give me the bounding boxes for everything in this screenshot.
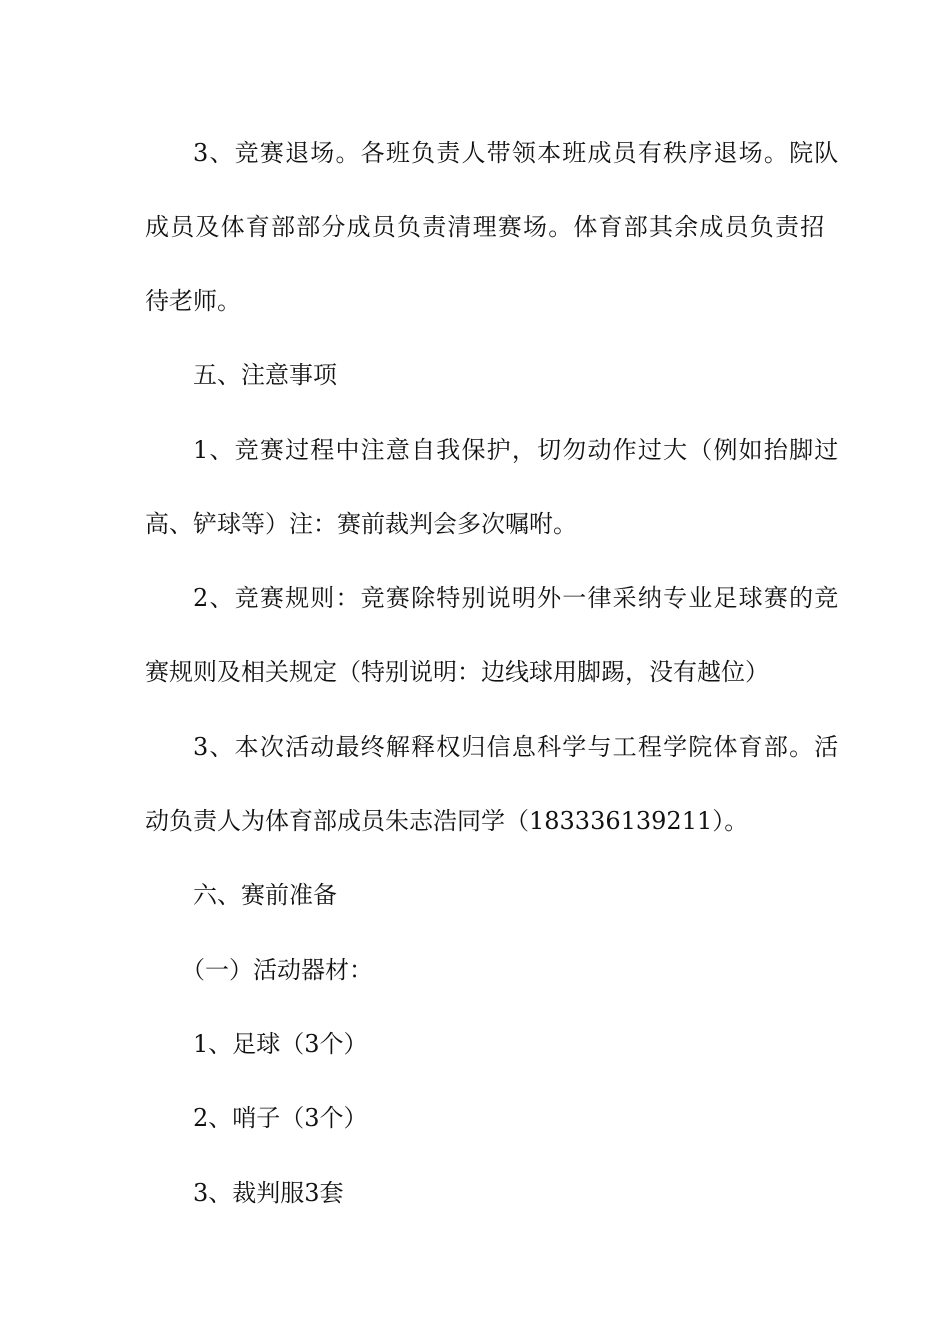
paragraph-line: 3、本次活动最终解释权归信息科学与工程学院体育部。活 xyxy=(193,733,840,761)
paragraph-line: 1、竞赛过程中注意自我保护，切勿动作过大（例如抬脚过 xyxy=(193,436,840,464)
paragraph-line: 待老师。 xyxy=(145,287,241,315)
list-item: 1、足球（3个） xyxy=(193,1030,368,1058)
paragraph-line: 动负责人为体育部成员朱志浩同学（183336139211）。 xyxy=(145,807,749,835)
list-item: 2、哨子（3个） xyxy=(193,1104,368,1132)
list-item: 3、裁判服3套 xyxy=(193,1179,344,1207)
paragraph-line: 赛规则及相关规定（特别说明：边线球用脚踢，没有越位） xyxy=(145,658,769,686)
paragraph-line: 成员及体育部部分成员负责清理赛场。体育部其余成员负责招 xyxy=(145,213,826,241)
subsection-heading: （一）活动器材： xyxy=(181,956,373,984)
paragraph-line: 3、竞赛退场。各班负责人带领本班成员有秩序退场。院队 xyxy=(193,139,840,167)
section-heading: 六、赛前准备 xyxy=(193,881,337,909)
paragraph-line: 高、铲球等）注：赛前裁判会多次嘱咐。 xyxy=(145,510,577,538)
paragraph-line: 2、竞赛规则：竞赛除特别说明外一律采纳专业足球赛的竞 xyxy=(193,584,840,612)
section-heading: 五、注意事项 xyxy=(193,361,337,389)
